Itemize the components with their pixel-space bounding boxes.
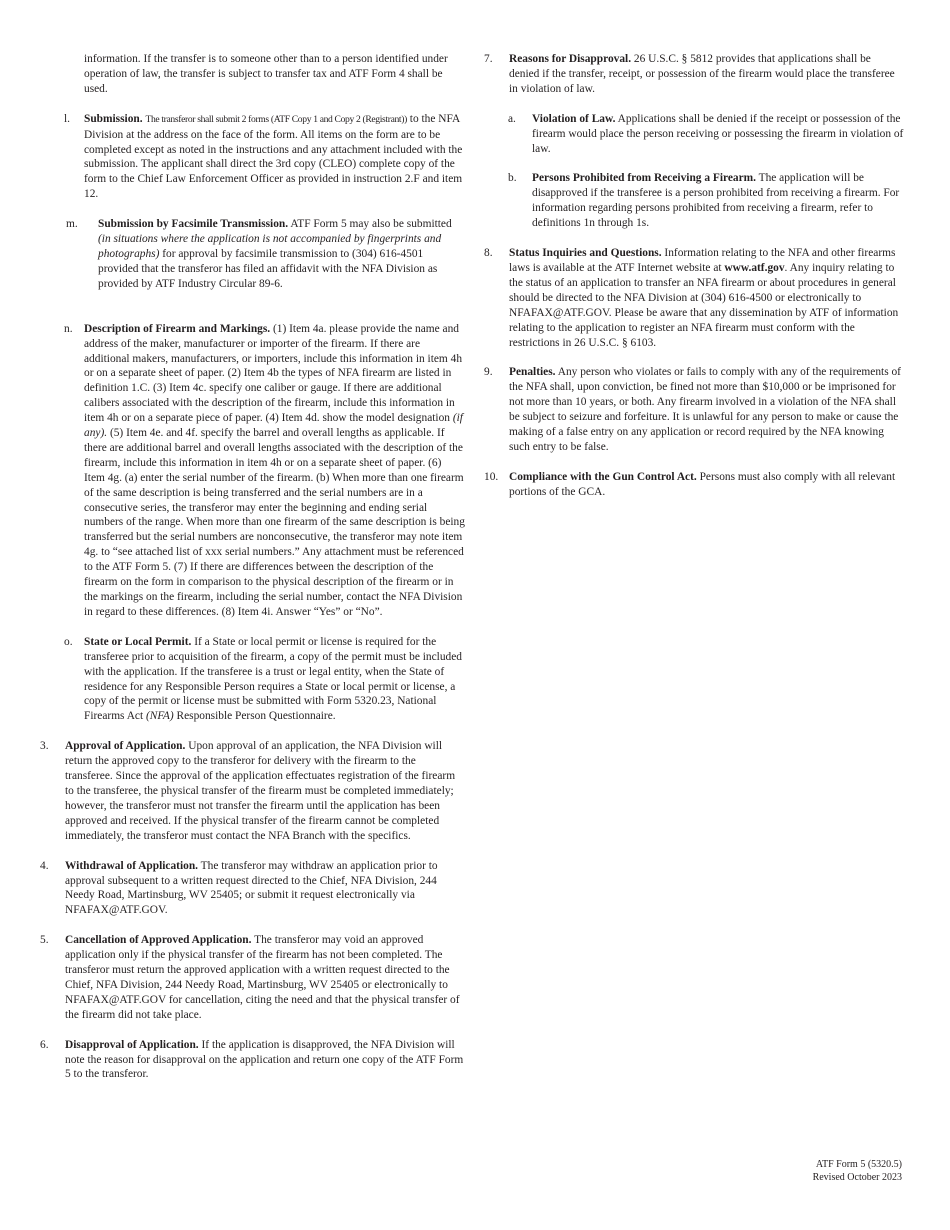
- form-identifier: ATF Form 5 (5320.5): [815, 1159, 902, 1170]
- section-number: 8.: [484, 247, 493, 260]
- section-9-penalties: [484, 365, 904, 454]
- item-body-cont: for approval by facsimile transmission to (304) 616-4501 provided that the transferor has filed an affidavit with the NFA Division as provided by ATF Industry Circular 89-6.: [98, 247, 438, 290]
- section-6-disapproval: [40, 1038, 465, 1083]
- item-label: o.: [64, 635, 73, 648]
- section-number: 10.: [484, 470, 499, 483]
- section-number: 9.: [484, 366, 493, 379]
- sub-label: a.: [508, 112, 516, 125]
- item-body: ATF Form 5 may also be submitted: [288, 218, 452, 231]
- section-heading: Disapproval of Application.: [65, 1038, 199, 1051]
- section-number: 5.: [40, 934, 49, 947]
- section-heading: Cancellation of Approved Application.: [65, 934, 252, 947]
- continued-paragraph: information. If the transfer is to someone other than to a person identified under operation of law, the transfer is subject to transfer tax and ATF Form 4 shall be used.: [84, 53, 448, 95]
- section-heading: Status Inquiries and Questions.: [509, 247, 662, 260]
- website-link[interactable]: www.atf.gov: [724, 261, 785, 274]
- section-body: Persons must also comply with all relevant portions of the GCA.: [509, 470, 896, 498]
- item-heading: Description of Firearm and Markings.: [84, 322, 271, 335]
- item-label: n.: [64, 322, 73, 335]
- section-body: Any person who violates or fails to comply with any of the requirements of the NFA shall, upon conviction, be fined not more than $10,000 or be imprisoned for not more than 10 years, or both. Any firearm involved in a violation of the NFA shall be subject to seizure and forfeiture. It is unlawful for any person to make or cause the making of a false entry on any application or record required by the NFA knowing such entry to be false.: [509, 366, 901, 453]
- section-5-cancellation: [40, 933, 465, 1022]
- instruction-l-submission: [40, 112, 465, 202]
- item-label: l.: [64, 112, 71, 125]
- section-heading: Penalties.: [509, 366, 556, 379]
- section-body: Information relating to the NFA and other firearms laws is available at the ATF Internet website at: [509, 247, 896, 274]
- item-italic: (NFA): [146, 710, 174, 723]
- section-3-approval: [40, 739, 465, 843]
- item-italic: (if any).: [84, 412, 463, 440]
- item-heading: State or Local Permit.: [84, 635, 192, 648]
- section-8-status-inquiries: [484, 246, 904, 350]
- condensed-text: The transferor shall submit 2 forms (ATF Copy 1 and Copy 2 (Registrant)): [145, 113, 407, 125]
- section-body: The transferor may withdraw an application prior to approval subsequent to a written request directed to the Chief, NFA Division, 244 Needy Road, Martinsburg, WV 25405; or submit it request electronically via NFAFAX@ATF.GOV.: [65, 859, 438, 917]
- page-footer: [813, 1159, 902, 1184]
- section-number: 4.: [40, 859, 49, 872]
- section-7-reasons-for-disapproval: [484, 52, 904, 97]
- sub-heading: Violation of Law.: [532, 112, 616, 125]
- section-body: 26 U.S.C. § 5812 provides that applications shall be denied if the transfer, receipt, or possession of the firearm would place the transferee in violation of law.: [509, 53, 895, 95]
- section-7a-violation-of-law: [508, 112, 904, 157]
- item-body-cont: Responsible Person Questionnaire.: [173, 710, 336, 723]
- sub-body: Applications shall be denied if the receipt or possession of the firearm would place the person receiving or possessing the firearm in violation of law.: [532, 112, 904, 155]
- sub-heading: Persons Prohibited from Receiving a Firearm.: [532, 172, 756, 185]
- section-heading: Reasons for Disapproval.: [509, 53, 632, 65]
- section-heading: Approval of Application.: [65, 740, 186, 753]
- revision-date: Revised October 2023: [812, 1171, 902, 1183]
- section-7b-persons-prohibited: [508, 171, 904, 231]
- section-body: The transferor may void an approved application only if the physical transfer of the firearm has not been completed. The transferor must return the approved application with a written request directed to the Chief, NFA Division, 244 Needy Road, Martinsburg, WV 25405 or electronically to NFAFAX@ATF.GOV for cancellation, citing the need and that the physical transfer of the firearm did not take place.: [65, 934, 460, 1021]
- section-number: 3.: [40, 740, 49, 753]
- section-heading: Withdrawal of Application.: [65, 859, 199, 872]
- section-body-cont: . Any inquiry relating to the status of an application to transfer an NFA firearm or about procedures in general should be directed to the NFA Division at (304) 616-4500 or electronically to NFAFAX@ATF.GOV. Please be aware that any dissemination by ATF of information relating to the application to register an NFA firearm must conform with the restrictions in 26 U.S.C. § 6103.: [509, 261, 899, 349]
- section-number: 7.: [484, 53, 493, 65]
- section-heading: Compliance with the Gun Control Act.: [509, 470, 697, 483]
- item-body: (1) Item 4a. please provide the name and address of the maker, manufacturer or importer of the firearm. If there are additional makers, manufacturers, or importers, include this information in item 4h or on a separate sheet of paper. (2) Item 4b the types of NFA firearm are listed in definition 1.C. (3) Item 4c. specify one caliber or gauge. If there are additional calibers associated with the description of the firearm, include this information in item 4h or on a separate piece of paper. (4) Item 4d. show the model designation: [84, 322, 463, 425]
- item-body-cont: (5) Item 4e. and 4f. specify the barrel and overall lengths as applicable. If there are additional barrel and overall lengths associated with the description of the firearm, include this information in item 4h or on a separate sheet of paper. (6) Item 4g. (a) enter the serial number of the firearm. (b) When more than one firearm of the same description is being transferred and the serial numbers are in a consecutive series, the transferor may enter the beginning and ending serial numbers of the range. When more than one firearm of the same description is being transferred but the serial numbers are nonconsecutive, the transferor may note item 4g. to “see attached list of xxx serial numbers.” Any attachment must be referenced to the ATF Form 5. (7) If there are differences between the description of the firearm on the form in comparison to the physical description of the firearm or in the markings on the firearm, including the serial number, contact the NFA Division in regard to these differences. (8) Item 4i. Answer “Yes” or “No”.: [84, 427, 465, 618]
- right-column: [484, 52, 904, 515]
- section-body: If the application is disapproved, the NFA Division will note the reason for disapproval on the application and return one copy of the ATF Form 5 to the transferor.: [65, 1038, 464, 1081]
- item-heading: Submission by Facsimile Transmission.: [98, 218, 289, 231]
- sub-label: b.: [508, 172, 517, 185]
- sub-body: The application will be disapproved if the transferee is a person prohibited from receiving a firearm. For information regarding persons prohibited from receiving a firearm, refer to definitions 1n through 1s.: [532, 172, 900, 230]
- item-body: to the NFA Division at the address on the face of the form. All items on the form are to be completed except as noted in the instructions and any attachment included with the submission. The applicant shall direct the 3rd copy (CLEO) complete copy of the form to the Chief Law Enforcement Officer as provided in instruction 2.F and item 12.: [84, 112, 463, 201]
- instruction-m-facsimile: [40, 217, 465, 292]
- item-label: m.: [66, 218, 78, 231]
- left-column: [40, 52, 465, 1097]
- item-italic: (in situations where the application is not accompanied by fingerprints and photographs): [98, 233, 442, 260]
- section-10-gca-compliance: [484, 470, 904, 500]
- section-4-withdrawal: [40, 859, 465, 919]
- item-body: If a State or local permit or license is required for the transferee prior to acquisition of the firearm, a copy of the permit must be included with the application. If the transferee is a trust or legal entity, when the State of residence for any Responsible Person requires a State or local permit or license, a copy of the permit or license must be submitted with Form 5320.23, National Firearms Act: [84, 635, 462, 723]
- instruction-n-description-of-firearm: [40, 322, 465, 620]
- instruction-o-state-permit: [40, 635, 465, 724]
- item-heading: Submission.: [84, 112, 143, 125]
- section-body: Upon approval of an application, the NFA Division will return the approved copy to the transferor for delivery with the firearm to the transferee. Since the approval of the application effectuates registration of the firearm to the transferee, the physical transfer of the firearm must be completed immediately; however, the transferor must not transfer the firearm until the application has been approved and received. If the physical transfer of the firearm cannot be completed immediately, the transferor must contact the NFA Branch with the specifics.: [65, 740, 456, 842]
- section-number: 6.: [40, 1038, 49, 1051]
